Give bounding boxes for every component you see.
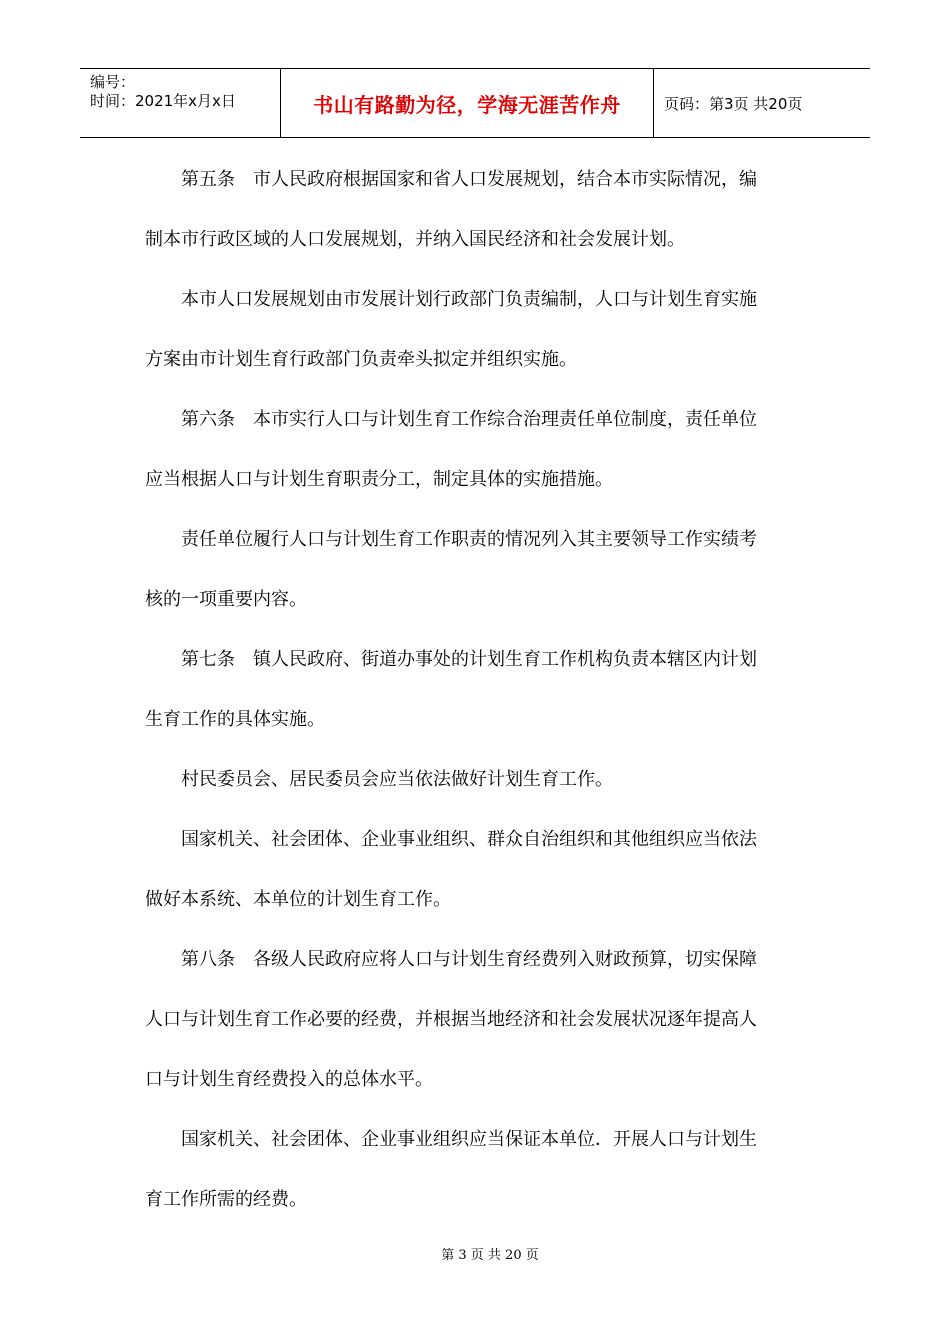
page-footer: 第 3 页 共 20 页 [441,1248,539,1263]
paragraph-line: 人口与计划生育工作必要的经费，并根据当地经济和社会发展状况逐年提高人 [145,1009,757,1030]
document-number-label: 编号： [90,73,136,91]
paragraph-line: 第五条 市人民政府根据国家和省人口发展规划，结合本市实际情况，编 [181,169,757,190]
paragraph [145,510,800,630]
document-date-label: 时间：2021年x月x日 [90,92,236,110]
page-header [80,68,870,138]
paragraph [145,810,800,930]
paragraph-line: 制本市行政区域的人口发展规划，并纳入国民经济和社会发展计划。 [145,229,685,250]
paragraph-line: 生育工作的具体实施。 [145,709,325,730]
paragraph [145,930,800,1110]
paragraph-line: 国家机关、社会团体、企业事业组织应当保证本单位．开展人口与计划生 [181,1129,757,1150]
paragraph-line: 第六条 本市实行人口与计划生育工作综合治理责任单位制度，责任单位 [181,409,757,430]
header-motto: 书山有路勤为径，学海无涯苦作舟 [281,69,654,137]
paragraph [145,1110,800,1230]
paragraph-line: 责任单位履行人口与计划生育工作职责的情况列入其主要领导工作实绩考 [181,529,757,550]
paragraph-line: 应当根据人口与计划生育职责分工，制定具体的实施措施。 [145,469,613,490]
paragraph [145,150,800,270]
paragraph-line: 第七条 镇人民政府、街道办事处的计划生育工作机构负责本辖区内计划 [181,649,757,670]
header-page-info: 页码：第3页 共20页 [664,94,803,113]
paragraph-line: 口与计划生育经费投入的总体水平。 [145,1069,433,1090]
paragraph-line: 育工作所需的经费。 [145,1189,307,1210]
paragraph [145,270,800,390]
paragraph-line: 本市人口发展规划由市发展计划行政部门负责编制，人口与计划生育实施 [181,289,757,310]
paragraph-line: 核的一项重要内容。 [145,589,307,610]
paragraph [145,750,800,810]
paragraph-line: 做好本系统、本单位的计划生育工作。 [145,889,451,910]
paragraph-line: 国家机关、社会团体、企业事业组织、群众自治组织和其他组织应当依法 [181,829,757,850]
paragraph-line: 村民委员会、居民委员会应当依法做好计划生育工作。 [181,769,613,790]
document-body [145,150,800,1230]
header-meta [80,69,281,137]
paragraph [145,390,800,510]
paragraph [145,630,800,750]
paragraph-line: 第八条 各级人民政府应将人口与计划生育经费列入财政预算，切实保障 [181,949,757,970]
paragraph-line: 方案由市计划生育行政部门负责牵头拟定并组织实施。 [145,349,577,370]
